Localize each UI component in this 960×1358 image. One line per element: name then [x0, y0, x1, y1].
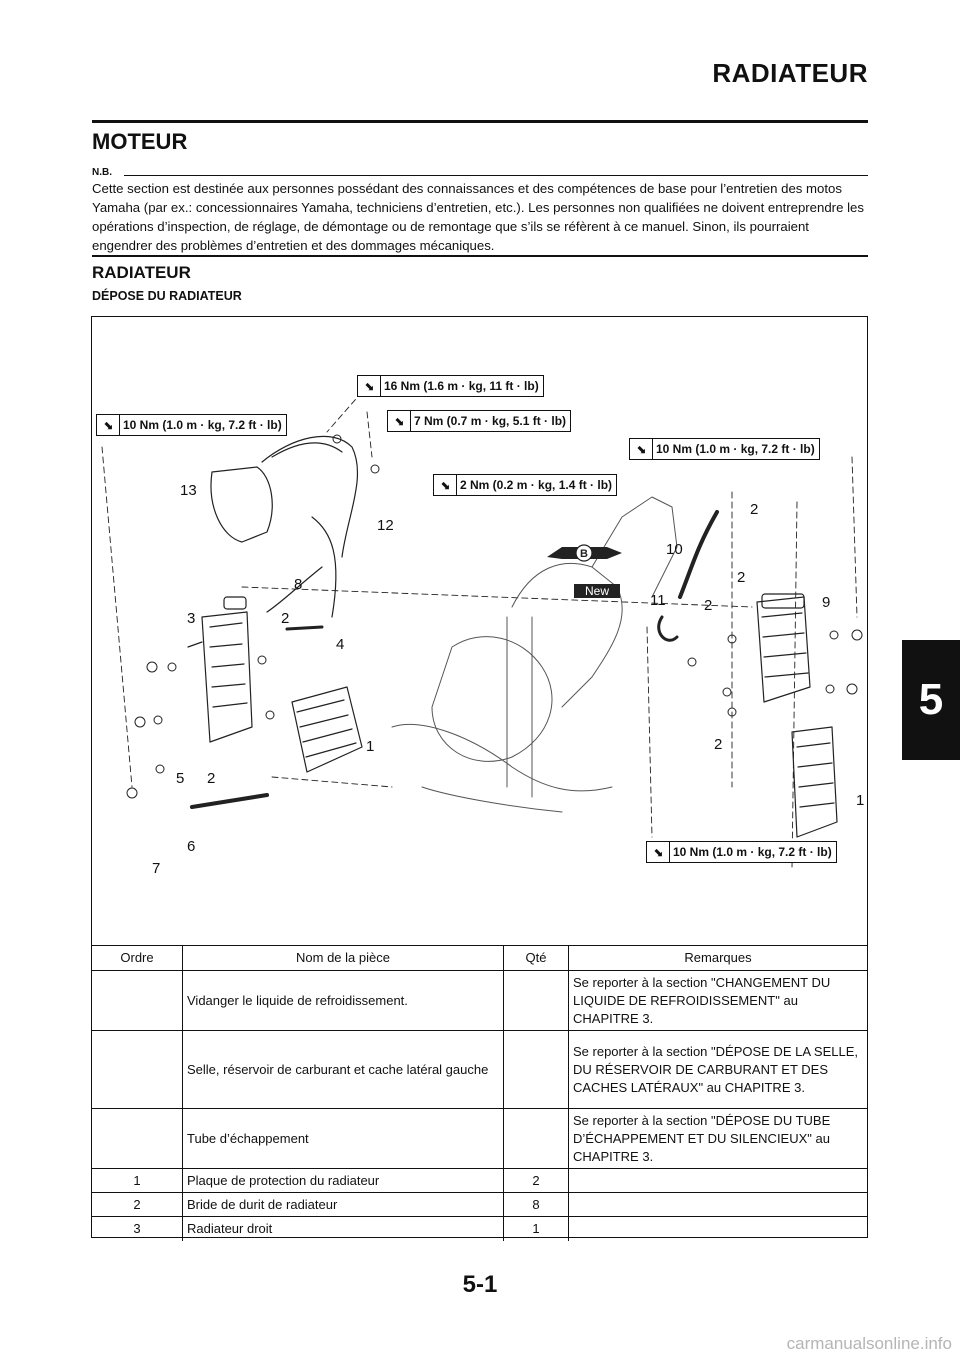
- callout-8: 8: [294, 576, 303, 593]
- table-row: [92, 1193, 867, 1217]
- frame-outline: [392, 497, 677, 812]
- cell-nom: Vidanger le liquide de refroidissement.: [183, 971, 504, 1031]
- torque-label-10nm-right: ⬊ 10 Nm (1.0 m · kg, 7.2 ft · lb): [629, 438, 820, 460]
- parts-table: [92, 945, 867, 1241]
- cell-nom: Radiateur droit: [183, 1217, 504, 1241]
- cell-remarques: [569, 1193, 868, 1217]
- cell-qte: 8: [504, 1193, 569, 1217]
- wrench-icon: ⬊: [97, 415, 120, 435]
- right-radiator: [757, 594, 810, 702]
- cell-remarques: Se reporter à la section "DÉPOSE DE LA SELLE, DU RÉSERVOIR DE CARBURANT ET DES CACHES LATÉRAUX" au CHAPITRE 3.: [569, 1031, 868, 1109]
- header-remarques: Remarques: [569, 946, 868, 971]
- cell-ordre: [92, 1109, 183, 1169]
- callout-1a: 1: [366, 738, 375, 755]
- header-qte: Qté: [504, 946, 569, 971]
- cell-ordre: 3: [92, 1217, 183, 1241]
- table-row: [92, 1109, 867, 1169]
- chapter-tab: 5: [902, 640, 960, 760]
- header-rule: [92, 120, 868, 123]
- table-header-row: [92, 946, 867, 971]
- page-number: 5-1: [462, 1271, 498, 1298]
- new-symbol: [574, 584, 620, 598]
- reservoir: [211, 436, 357, 617]
- callout-2f: 2: [714, 736, 723, 753]
- subsection-title: RADIATEUR: [92, 263, 191, 282]
- torque-label-7nm: ⬊ 7 Nm (0.7 m · kg, 5.1 ft · lb): [387, 410, 571, 432]
- callout-5: 5: [176, 770, 185, 787]
- torque-label-10nm-bottom: ⬊ 10 Nm (1.0 m · kg, 7.2 ft · lb): [646, 841, 837, 863]
- callout-13: 13: [180, 482, 197, 499]
- cell-qte: [504, 1031, 569, 1109]
- header-nom: Nom de la pièce: [183, 946, 504, 971]
- grease-label: B: [580, 548, 588, 560]
- wrench-icon: ⬊: [647, 842, 670, 862]
- callout-2e: 2: [737, 569, 746, 586]
- note-text: Cette section est destinée aux personnes possédant des connaissances et des compétences de base pour l’entretien des motos Yamaha (par ex.: concessionnaires Yamaha, techniciens d’entretien, etc.). Les personnes non qualifiées ne doivent entreprendre les opérations d’inspection, de réglage, de démontage ou de remontage que s’ils se réfèrent à ce manuel. Sinon, ils pourraient engendrer des problèmes d’entretien et des dommages mécaniques.: [92, 181, 864, 253]
- cell-ordre: [92, 1031, 183, 1109]
- callout-4: 4: [336, 636, 345, 653]
- wrench-icon: ⬊: [630, 439, 653, 459]
- callout-2b: 2: [207, 770, 216, 787]
- table-row: [92, 1169, 867, 1193]
- cell-nom: Bride de durit de radiateur: [183, 1193, 504, 1217]
- wrench-icon: ⬊: [434, 475, 457, 495]
- cell-remarques: [569, 1169, 868, 1193]
- section-title: MOTEUR: [92, 129, 188, 154]
- note-label: N.B.: [92, 167, 112, 178]
- cell-remarques: Se reporter à la section "CHANGEMENT DU LIQUIDE DE REFROIDISSEMENT" au CHAPITRE 3.: [569, 971, 868, 1031]
- page-header-title: RADIATEUR: [712, 58, 868, 88]
- left-shroud: [292, 687, 362, 772]
- callout-6: 6: [187, 838, 196, 855]
- callout-1b: 1: [856, 792, 865, 809]
- cell-ordre: [92, 971, 183, 1031]
- callout-7: 7: [152, 860, 161, 877]
- wrench-icon: ⬊: [358, 376, 381, 396]
- cell-qte: [504, 1109, 569, 1169]
- header-ordre: Ordre: [92, 946, 183, 971]
- cell-qte: [504, 971, 569, 1031]
- callout-3: 3: [187, 610, 196, 627]
- cell-remarques: Se reporter à la section "DÉPOSE DU TUBE D’ÉCHAPPEMENT ET DU SILENCIEUX" au CHAPITRE 3.: [569, 1109, 868, 1169]
- table-row: [92, 1217, 867, 1241]
- left-radiator: [188, 597, 252, 742]
- right-shroud: [792, 727, 837, 837]
- torque-label-10nm-upper-left: ⬊ 10 Nm (1.0 m · kg, 7.2 ft · lb): [96, 414, 287, 436]
- leader-lines: [102, 392, 857, 867]
- cell-remarques: [569, 1217, 868, 1241]
- callout-12: 12: [377, 517, 394, 534]
- note-rule: [124, 175, 868, 176]
- callout-9: 9: [822, 594, 831, 611]
- cell-nom: Plaque de protection du radiateur: [183, 1169, 504, 1193]
- subsection-subtitle: DÉPOSE DU RADIATEUR: [92, 289, 242, 303]
- torque-label-2nm: ⬊ 2 Nm (0.2 m · kg, 1.4 ft · lb): [433, 474, 617, 496]
- grease-symbol: [547, 545, 622, 561]
- cell-ordre: 1: [92, 1169, 183, 1193]
- watermark: carmanualsonline.info: [786, 1334, 952, 1353]
- torque-label-16nm: ⬊ 16 Nm (1.6 m · kg, 11 ft · lb): [357, 375, 544, 397]
- callout-2c: 2: [750, 501, 759, 518]
- cell-nom: Selle, réservoir de carburant et cache latéral gauche: [183, 1031, 504, 1109]
- callout-2d: 2: [704, 597, 713, 614]
- table-row: [92, 971, 867, 1031]
- cell-qte: 2: [504, 1169, 569, 1193]
- table-row: [92, 1031, 867, 1109]
- cell-qte: 1: [504, 1217, 569, 1241]
- hoses: [192, 512, 717, 807]
- cell-ordre: 2: [92, 1193, 183, 1217]
- callout-2a: 2: [281, 610, 290, 627]
- cell-nom: Tube d’échappement: [183, 1109, 504, 1169]
- new-label: New: [584, 584, 610, 598]
- figure-frame: [91, 316, 868, 1238]
- callout-10: 10: [666, 541, 683, 558]
- callout-11: 11: [650, 592, 666, 609]
- note-end-rule: [92, 255, 868, 257]
- wrench-icon: ⬊: [388, 411, 411, 431]
